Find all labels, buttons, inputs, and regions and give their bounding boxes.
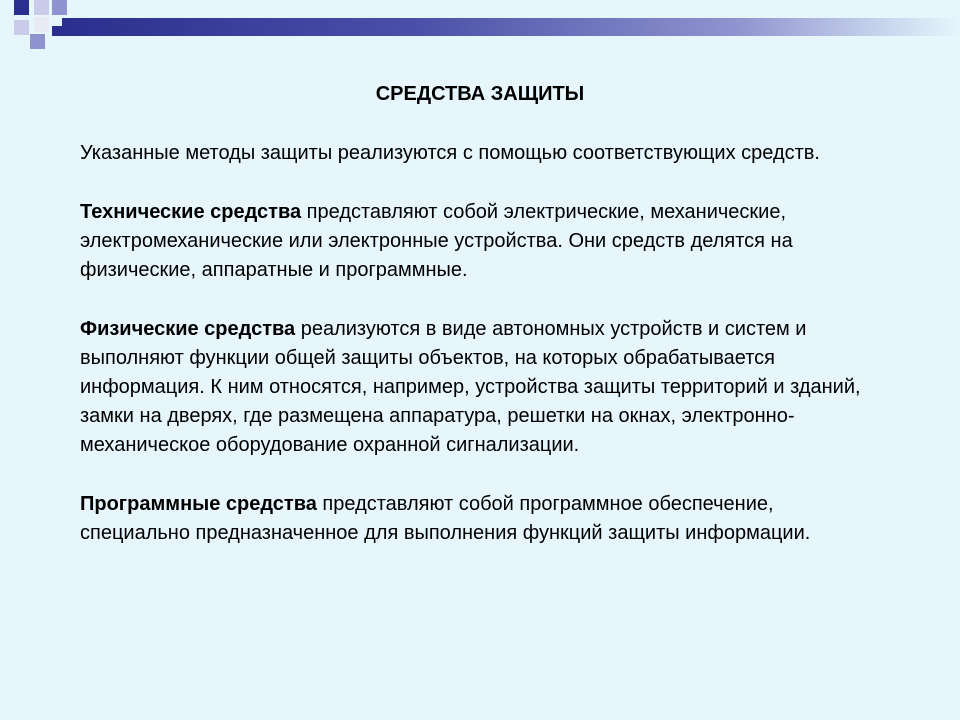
term-physical: Физические средства (80, 318, 296, 340)
paragraph-technical-text: представляют собой электрические, механические, электромеханические или электронные устройства. Они средств делятся на физические, аппаратные и программные. (80, 201, 793, 281)
paragraph-physical (80, 315, 885, 460)
decorative-square (52, 0, 67, 15)
paragraph-software-text: представляют собой программное обеспечение, специально предназначенное для выполнения функций защиты информации. (80, 493, 811, 544)
slide-title: СРЕДСТВА ЗАЩИТЫ (375, 83, 585, 105)
decorative-square (30, 34, 45, 49)
term-technical: Технические средства (80, 201, 302, 223)
intro-paragraph: Указанные методы защиты реализуются с помощью соответствующих средств. (80, 142, 820, 164)
paragraph-technical (80, 198, 885, 285)
decorative-square (14, 0, 29, 15)
slide-content (80, 139, 885, 578)
decorative-square (34, 0, 49, 15)
decorative-square (52, 26, 62, 36)
header-gradient-bar (62, 18, 960, 36)
decorative-square (34, 17, 49, 32)
paragraph-physical-text: реализуются в виде автономных устройств и систем и выполняют функции общей защиты объектов, на которых обрабатывается информация. К ним относятся, например, устройства защиты территорий и зданий, замки на дверях, где размещена аппаратура, решетки на окнах, электронно-механическое оборудование охранной сигнализации. (80, 318, 861, 456)
term-software: Программные средства (80, 493, 317, 515)
decorative-square (14, 20, 29, 35)
paragraph-software (80, 490, 885, 548)
